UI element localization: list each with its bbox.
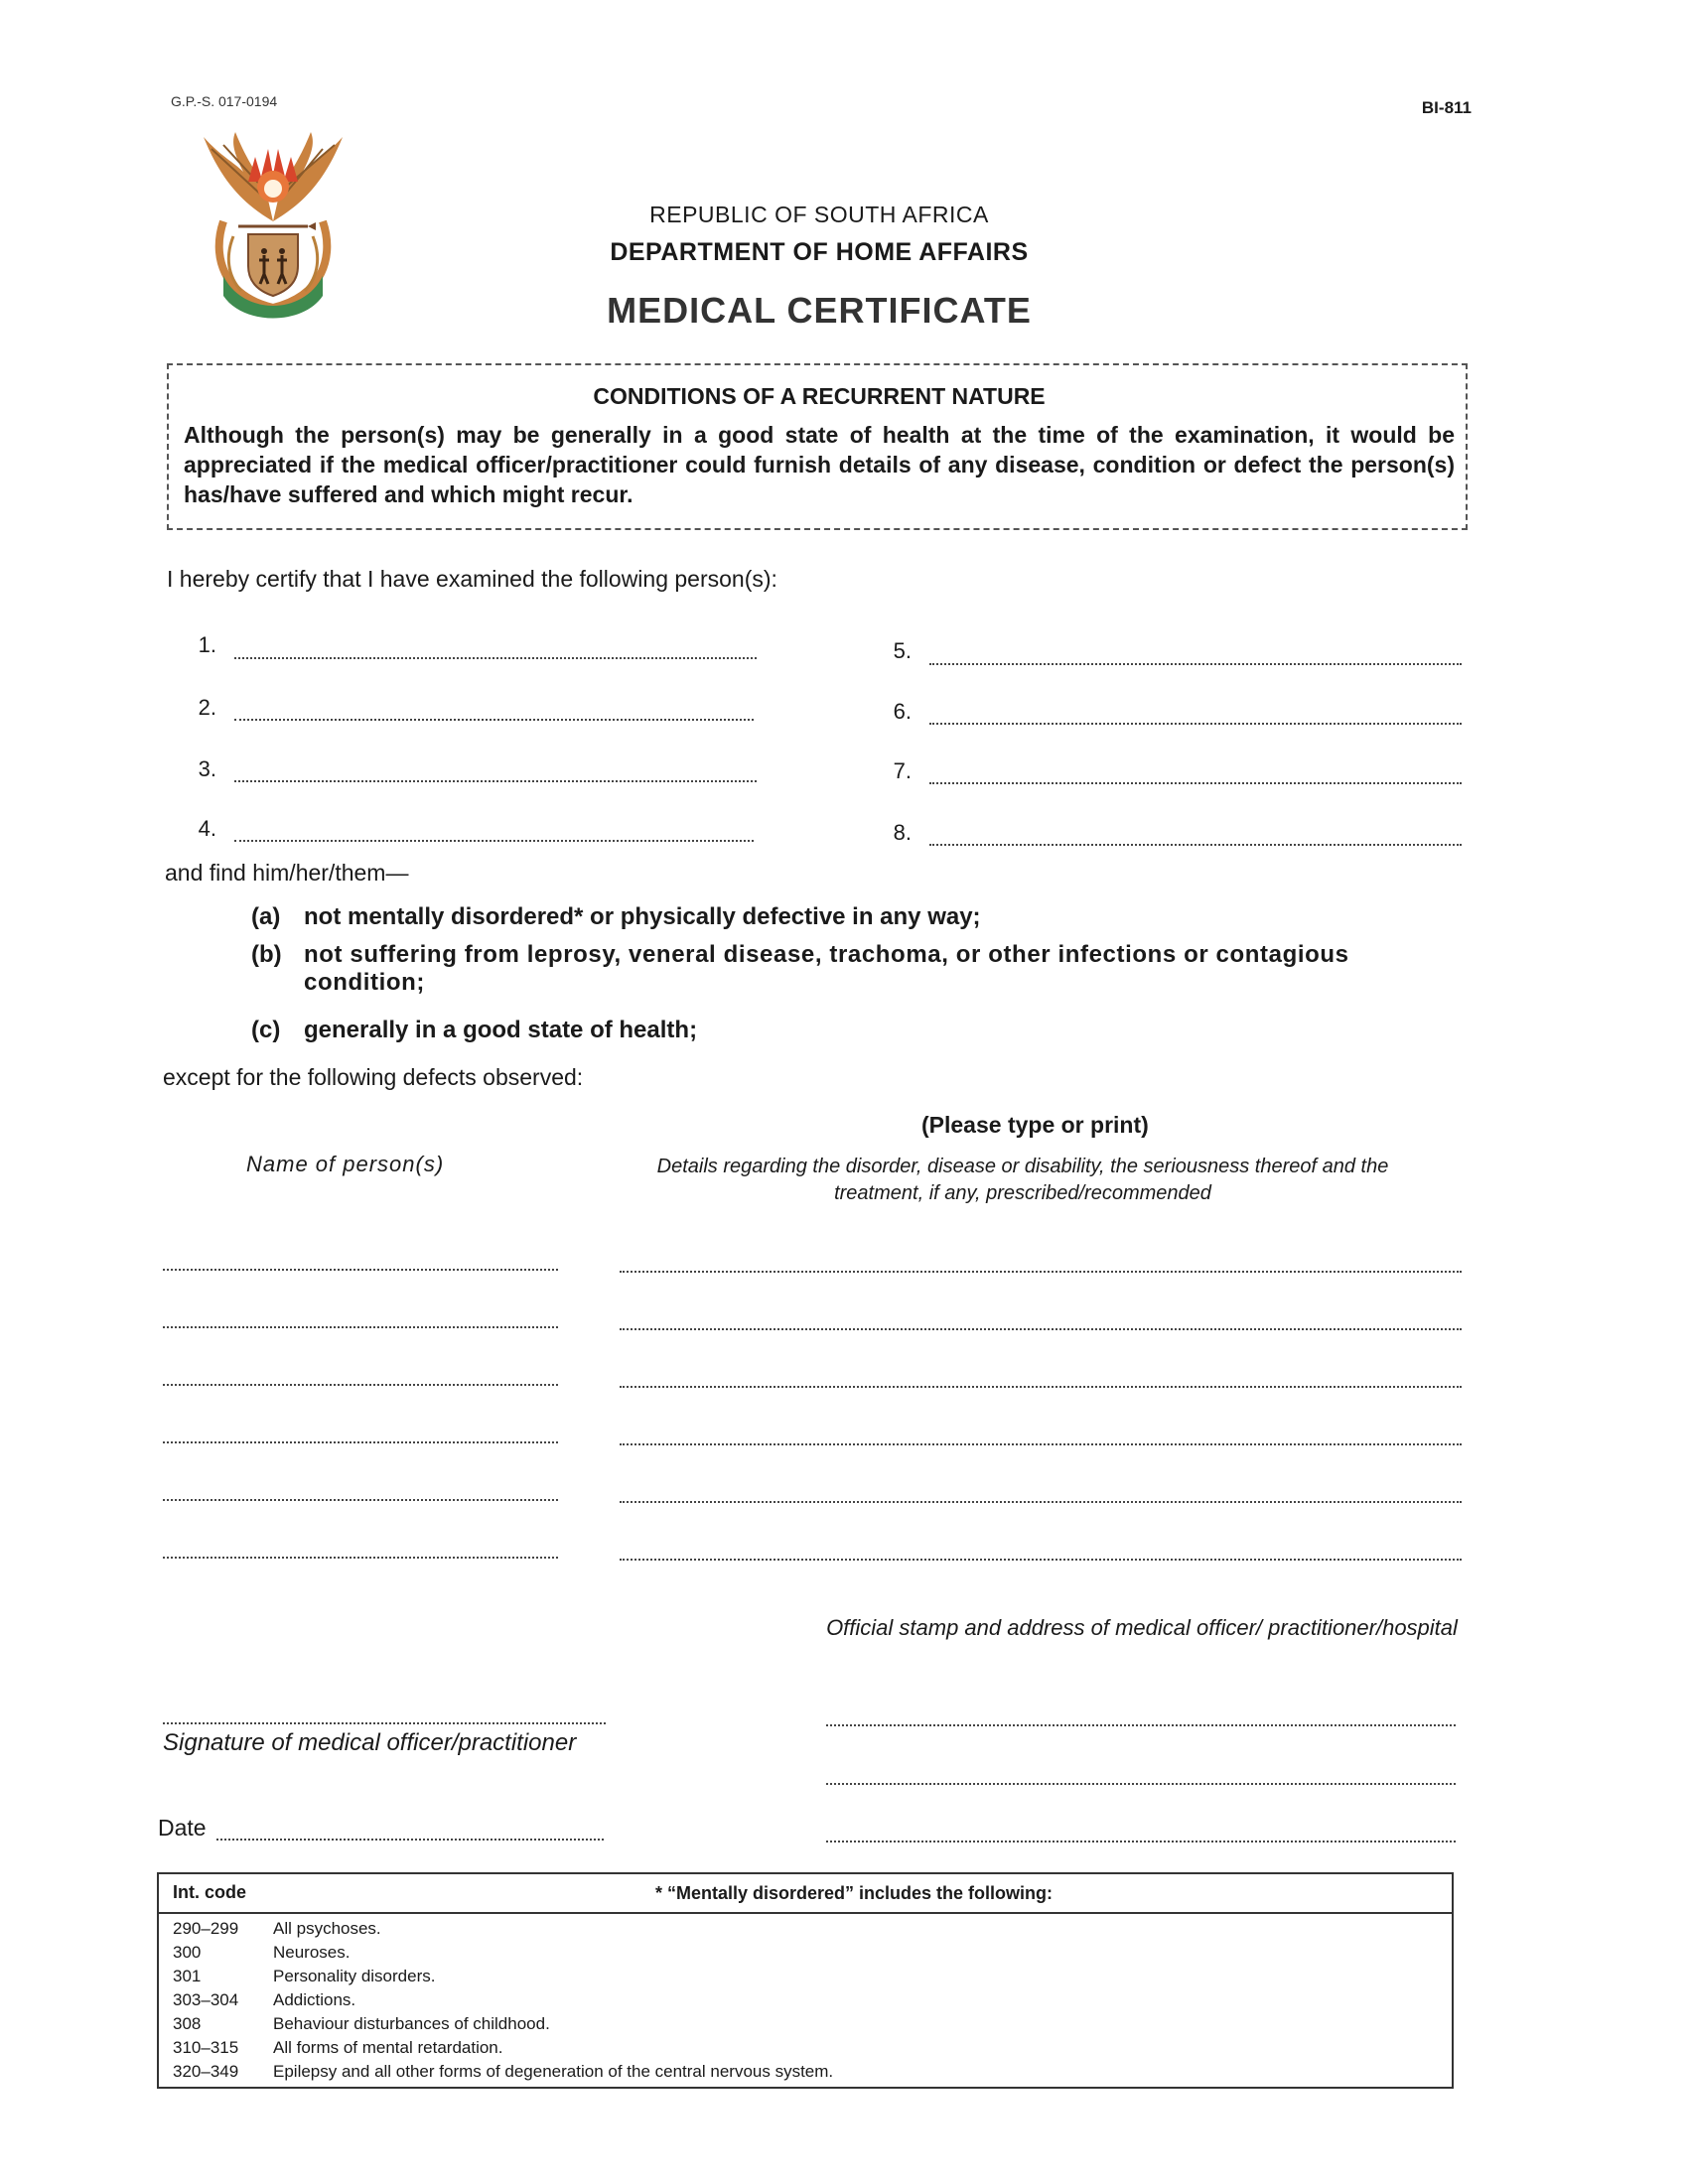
condition-c-label: (c) bbox=[251, 1017, 281, 1043]
table-row-code: 308 bbox=[173, 2014, 202, 2033]
person-5-field[interactable] bbox=[929, 663, 1462, 665]
stamp-field-3[interactable] bbox=[826, 1841, 1456, 1843]
person-number-6: 6. bbox=[893, 699, 912, 724]
person-6-field[interactable] bbox=[929, 723, 1462, 725]
person-number-1: 1. bbox=[198, 632, 216, 657]
table-title: * “Mentally disordered” includes the following: bbox=[654, 1883, 1054, 1903]
notice-text: Although the person(s) may be generally in a good state of health at the time of the examination, it would be appreciated if the medical officer/practitioner could furnish details of any disease, condition or defect the person(s) has/have suffered and which might recur. bbox=[184, 422, 1455, 507]
defect-details-field-3[interactable] bbox=[620, 1386, 1462, 1388]
person-number-2: 2. bbox=[198, 695, 216, 720]
condition-b-text: not suffering from leprosy, veneral disease, trachoma, or other infections or contagious condition; bbox=[304, 941, 1349, 996]
condition-c-text: generally in a good state of health; bbox=[304, 1017, 698, 1043]
person-number-7: 7. bbox=[893, 758, 912, 783]
recurrent-conditions-notice bbox=[167, 363, 1468, 530]
page-title: MEDICAL CERTIFICATE bbox=[607, 290, 1032, 331]
table-row-desc: All psychoses. bbox=[273, 1919, 381, 1938]
person-number-4: 4. bbox=[198, 816, 216, 841]
please-type-note: (Please type or print) bbox=[921, 1112, 1149, 1138]
table-row-code: 303–304 bbox=[173, 1990, 239, 2009]
department-name: DEPARTMENT OF HOME AFFAIRS bbox=[610, 238, 1029, 266]
condition-a-label: (a) bbox=[251, 903, 281, 930]
person-1-field[interactable] bbox=[234, 657, 757, 659]
defect-details-field-4[interactable] bbox=[620, 1443, 1462, 1445]
table-row-desc: Addictions. bbox=[273, 1990, 356, 2009]
details-column-header: Details regarding the disorder, disease or disability, the seriousness thereof and the treatment, if any, prescribed/recommended bbox=[656, 1156, 1389, 1204]
name-column-header: Name of person(s) bbox=[246, 1152, 445, 1176]
gps-reference: G.P.-S. 017-0194 bbox=[171, 93, 278, 109]
defect-details-field-5[interactable] bbox=[620, 1501, 1462, 1503]
certify-statement: I hereby certify that I have examined the following person(s): bbox=[167, 566, 777, 592]
table-row-code: 290–299 bbox=[173, 1919, 239, 1938]
table-row-code: 301 bbox=[173, 1967, 202, 1985]
defect-name-field-4[interactable] bbox=[163, 1441, 558, 1443]
date-label: Date bbox=[158, 1815, 207, 1841]
table-row-desc: Epilepsy and all other forms of degeneration of the central nervous system. bbox=[273, 2062, 834, 2081]
person-number-5: 5. bbox=[893, 638, 912, 663]
condition-b-label: (b) bbox=[251, 941, 282, 968]
except-statement: except for the following defects observed: bbox=[163, 1064, 584, 1090]
person-3-field[interactable] bbox=[234, 780, 757, 782]
stamp-field-1[interactable] bbox=[826, 1724, 1456, 1726]
date-field[interactable] bbox=[216, 1839, 604, 1841]
find-statement: and find him/her/them— bbox=[165, 860, 409, 886]
person-4-field[interactable] bbox=[234, 840, 754, 842]
mental-disorder-codes-table bbox=[157, 1872, 1454, 2089]
country-name: REPUBLIC OF SOUTH AFRICA bbox=[649, 202, 989, 227]
table-row-desc: Behaviour disturbances of childhood. bbox=[273, 2014, 550, 2033]
defect-name-field-3[interactable] bbox=[163, 1384, 558, 1386]
table-row-desc: Personality disorders. bbox=[273, 1967, 436, 1985]
table-row-code: 320–349 bbox=[173, 2062, 239, 2081]
person-7-field[interactable] bbox=[929, 782, 1462, 784]
person-number-3: 3. bbox=[198, 756, 216, 781]
defect-name-field-1[interactable] bbox=[163, 1269, 558, 1271]
defect-details-field-6[interactable] bbox=[620, 1559, 1462, 1561]
table-row-desc: Neuroses. bbox=[273, 1943, 351, 1962]
table-header bbox=[159, 1874, 1452, 1914]
form-number: BI-811 bbox=[1421, 98, 1472, 117]
defect-details-field-1[interactable] bbox=[620, 1271, 1462, 1273]
notice-title: CONDITIONS OF A RECURRENT NATURE bbox=[593, 383, 1046, 409]
person-number-8: 8. bbox=[893, 820, 912, 845]
person-8-field[interactable] bbox=[929, 844, 1462, 846]
table-row-code: 310–315 bbox=[173, 2038, 239, 2057]
defect-details-field-2[interactable] bbox=[620, 1328, 1462, 1330]
stamp-label: Official stamp and address of medical officer/ practitioner/hospital bbox=[826, 1615, 1458, 1640]
int-code-header: Int. code bbox=[173, 1882, 247, 1902]
signature-field[interactable] bbox=[163, 1722, 606, 1724]
condition-a-text: not mentally disordered* or physically defective in any way; bbox=[304, 903, 981, 930]
defect-name-field-2[interactable] bbox=[163, 1326, 558, 1328]
table-row-desc: All forms of mental retardation. bbox=[273, 2038, 503, 2057]
person-2-field[interactable] bbox=[234, 719, 754, 721]
stamp-field-2[interactable] bbox=[826, 1783, 1456, 1785]
defect-name-field-5[interactable] bbox=[163, 1499, 558, 1501]
table-row-code: 300 bbox=[173, 1943, 202, 1962]
signature-label: Signature of medical officer/practitioner bbox=[163, 1729, 577, 1756]
defect-name-field-6[interactable] bbox=[163, 1557, 558, 1559]
